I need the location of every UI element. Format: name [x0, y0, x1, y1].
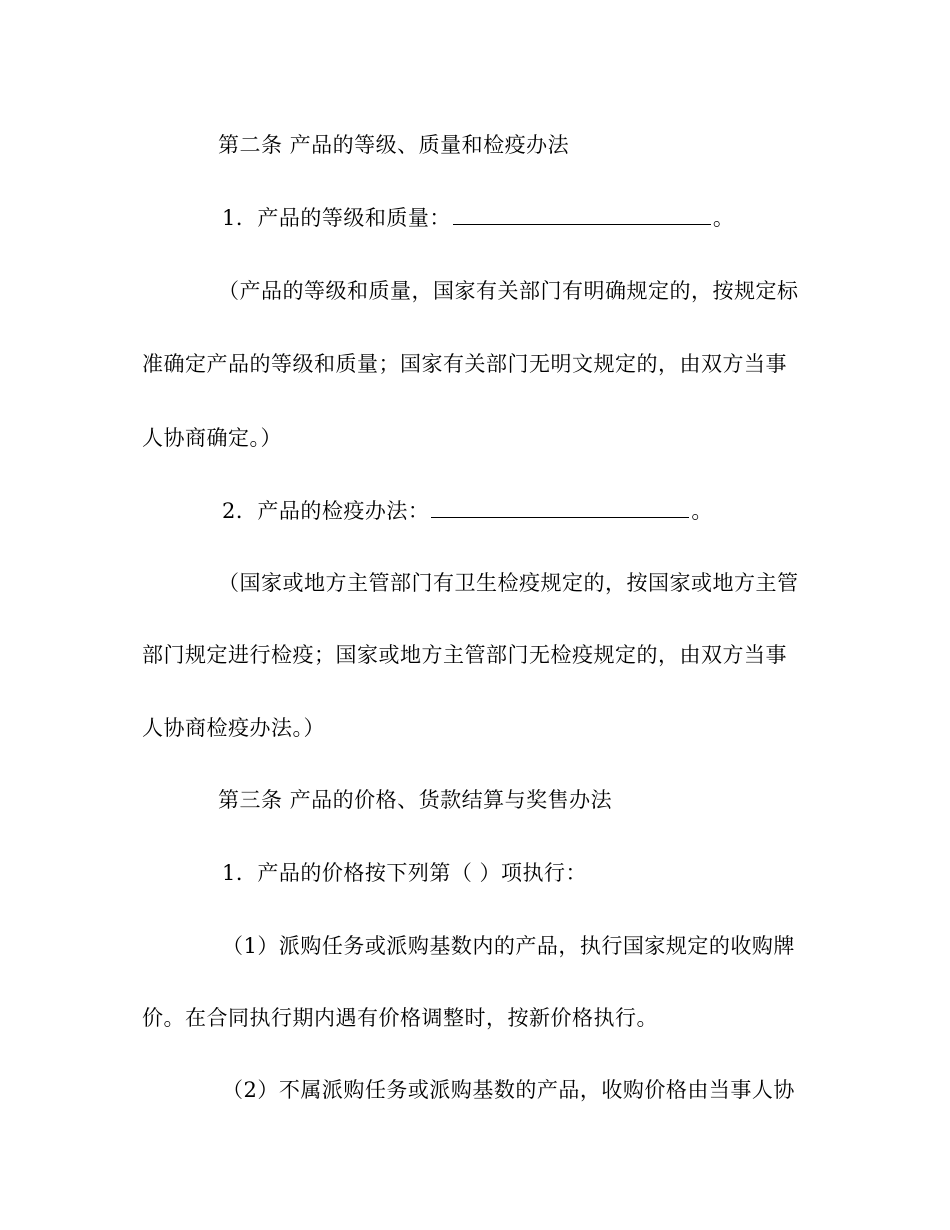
sub-item-2-line-1: （2）不属派购任务或派购基数的产品，收购价格由当事人协: [222, 1078, 795, 1102]
sub-item-1-line-2: 价。在合同执行期内遇有价格调整时，按新价格执行。: [142, 1006, 658, 1030]
item-2-end: 。: [691, 499, 713, 523]
note-2-line-3: 人协商检疫办法。）: [142, 716, 325, 740]
grade-quality-blank[interactable]: [453, 204, 711, 225]
note-1-line-2: 准确定产品的等级和质量；国家有关部门无明文规定的，由双方当事: [142, 352, 787, 376]
item-1-label: 1．产品的等级和质量：: [222, 206, 451, 230]
sub-item-1-line-1: （1）派购任务或派购基数内的产品，执行国家规定的收购牌: [222, 934, 795, 958]
article-2-item-1: [222, 204, 734, 232]
quarantine-method-blank[interactable]: [431, 497, 689, 518]
item-1-end: 。: [712, 206, 735, 230]
article-2-heading: 第二条 产品的等级、质量和检疫办法: [218, 133, 570, 157]
article-3-item-1: 1．产品的价格按下列第（ ）项执行：: [222, 861, 588, 885]
article-2-item-2: [222, 497, 713, 525]
note-1-line-1: （产品的等级和质量，国家有关部门有明确规定的，按规定标: [218, 279, 799, 303]
note-2-line-2: 部门规定进行检疫；国家或地方主管部门无检疫规定的，由双方当事: [142, 643, 787, 667]
note-2-line-1: （国家或地方主管部门有卫生检疫规定的，按国家或地方主管: [218, 571, 799, 595]
item-2-label: 2．产品的检疫办法：: [222, 499, 430, 523]
note-1-line-3: 人协商确定。）: [142, 426, 282, 450]
article-3-heading: 第三条 产品的价格、货款结算与奖售办法: [218, 788, 613, 812]
